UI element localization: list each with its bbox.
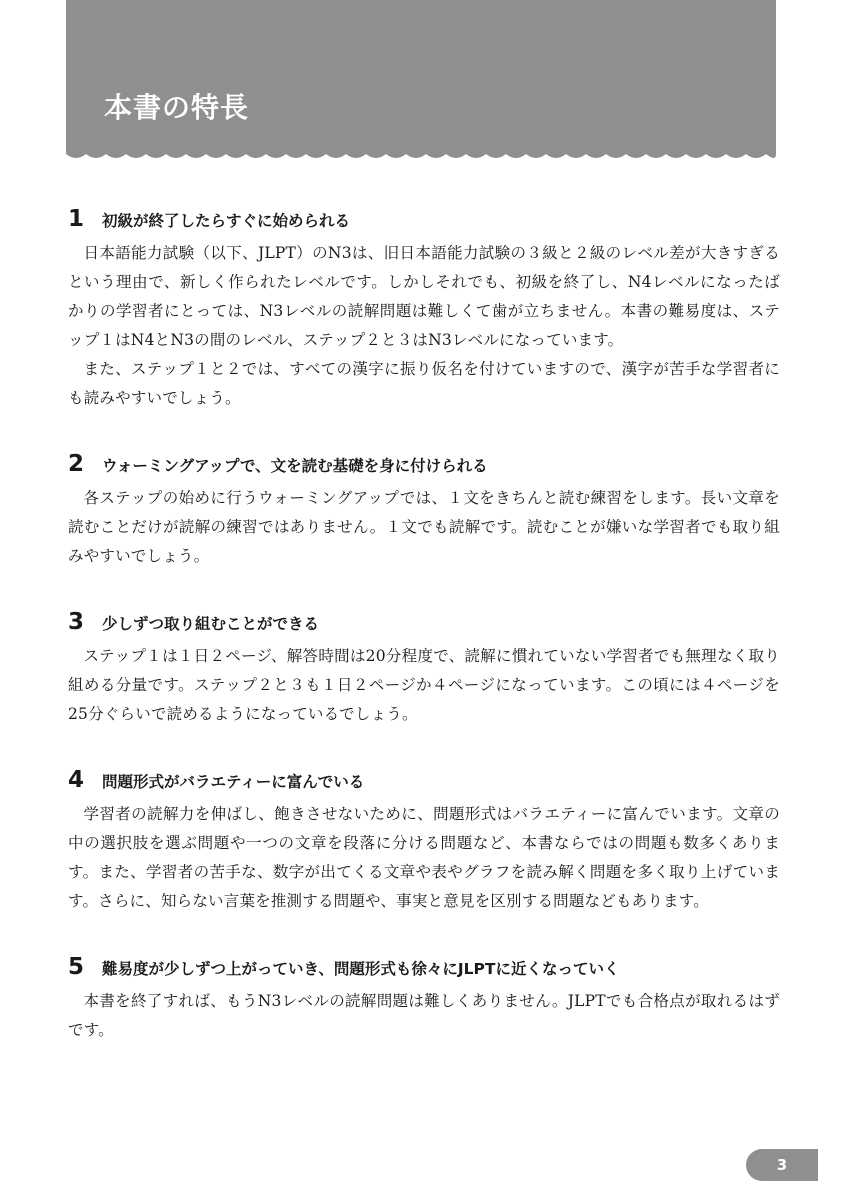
page-number-badge: 3 (746, 1149, 818, 1181)
section-paragraph: また、ステップ１と２では、すべての漢字に振り仮名を付けていますので、漢字が苦手な学習者にも読みやすいでしょう。 (68, 360, 780, 407)
section-paragraph: ステップ１は１日２ページ、解答時間は20分程度で、読解に慣れていない学習者でも無理なく取り組める分量です。ステップ２と３も１日２ページか４ページになっています。この頃には４ページを25分ぐらいで読めるようになっているでしょう。 (68, 647, 780, 723)
section-paragraph: 本書を終了すれば、もうN3レベルの読解問題は難しくありません。JLPTでも合格点が取れるはずです。 (68, 992, 780, 1039)
section-number: 5 (68, 954, 85, 980)
feature-section-3 (68, 609, 780, 729)
section-title: 難易度が少しずつ上がっていき、問題形式も徐々にJLPTに近くなっていく (102, 960, 620, 978)
header-banner (66, 0, 776, 146)
section-number: 4 (68, 767, 85, 793)
section-heading (68, 767, 780, 797)
main-content (68, 206, 780, 1045)
section-number: 1 (68, 206, 85, 232)
section-paragraph: 日本語能力試験（以下、JLPT）のN3は、旧日本語能力試験の３級と２級のレベル差が大きすぎるという理由で、新しく作られたレベルです。しかしそれでも、初級を終了し、N4レベルになったばかりの学習者にとっては、N3レベルの読解問題は難しくて歯が立ちません。本書の難易度は、ステップ１はN4とN3の間のレベル、ステップ２と３はN3レベルになっています。 (68, 244, 780, 349)
section-heading (68, 609, 780, 639)
section-paragraph: 学習者の読解力を伸ばし、飽きさせないために、問題形式はバラエティーに富んでいます。文章の中の選択肢を選ぶ問題や一つの文章を段落に分ける問題など、本書ならではの問題も数多くあります。また、学習者の苦手な、数字が出てくる文章や表やグラフを読み解く問題を多く取り上げています。さらに、知らない言葉を推測する問題や、事実と意見を区別する問題などもあります。 (68, 805, 780, 910)
section-heading (68, 451, 780, 481)
feature-section-4 (68, 767, 780, 916)
section-title: 問題形式がバラエティーに富んでいる (102, 773, 365, 791)
wave-path (66, 146, 776, 158)
section-number: 3 (68, 609, 85, 635)
section-title: 初級が終了したらすぐに始められる (102, 212, 351, 230)
section-number: 2 (68, 451, 85, 477)
feature-section-2 (68, 451, 780, 571)
feature-section-1 (68, 206, 780, 413)
section-paragraph: 各ステップの始めに行うウォーミングアップでは、１文をきちんと読む練習をします。長い文章を読むことだけが読解の練習ではありません。１文でも読解です。読むことが嫌いな学習者でも取り組みやすいでしょう。 (68, 489, 780, 565)
section-heading (68, 954, 780, 984)
section-title: 少しずつ取り組むことができる (102, 615, 320, 633)
page-title: 本書の特長 (104, 91, 250, 124)
section-title: ウォーミングアップで、文を読む基礎を身に付けられる (102, 457, 488, 475)
section-heading (68, 206, 780, 236)
wave-edge (66, 146, 776, 164)
feature-section-5 (68, 954, 780, 1045)
